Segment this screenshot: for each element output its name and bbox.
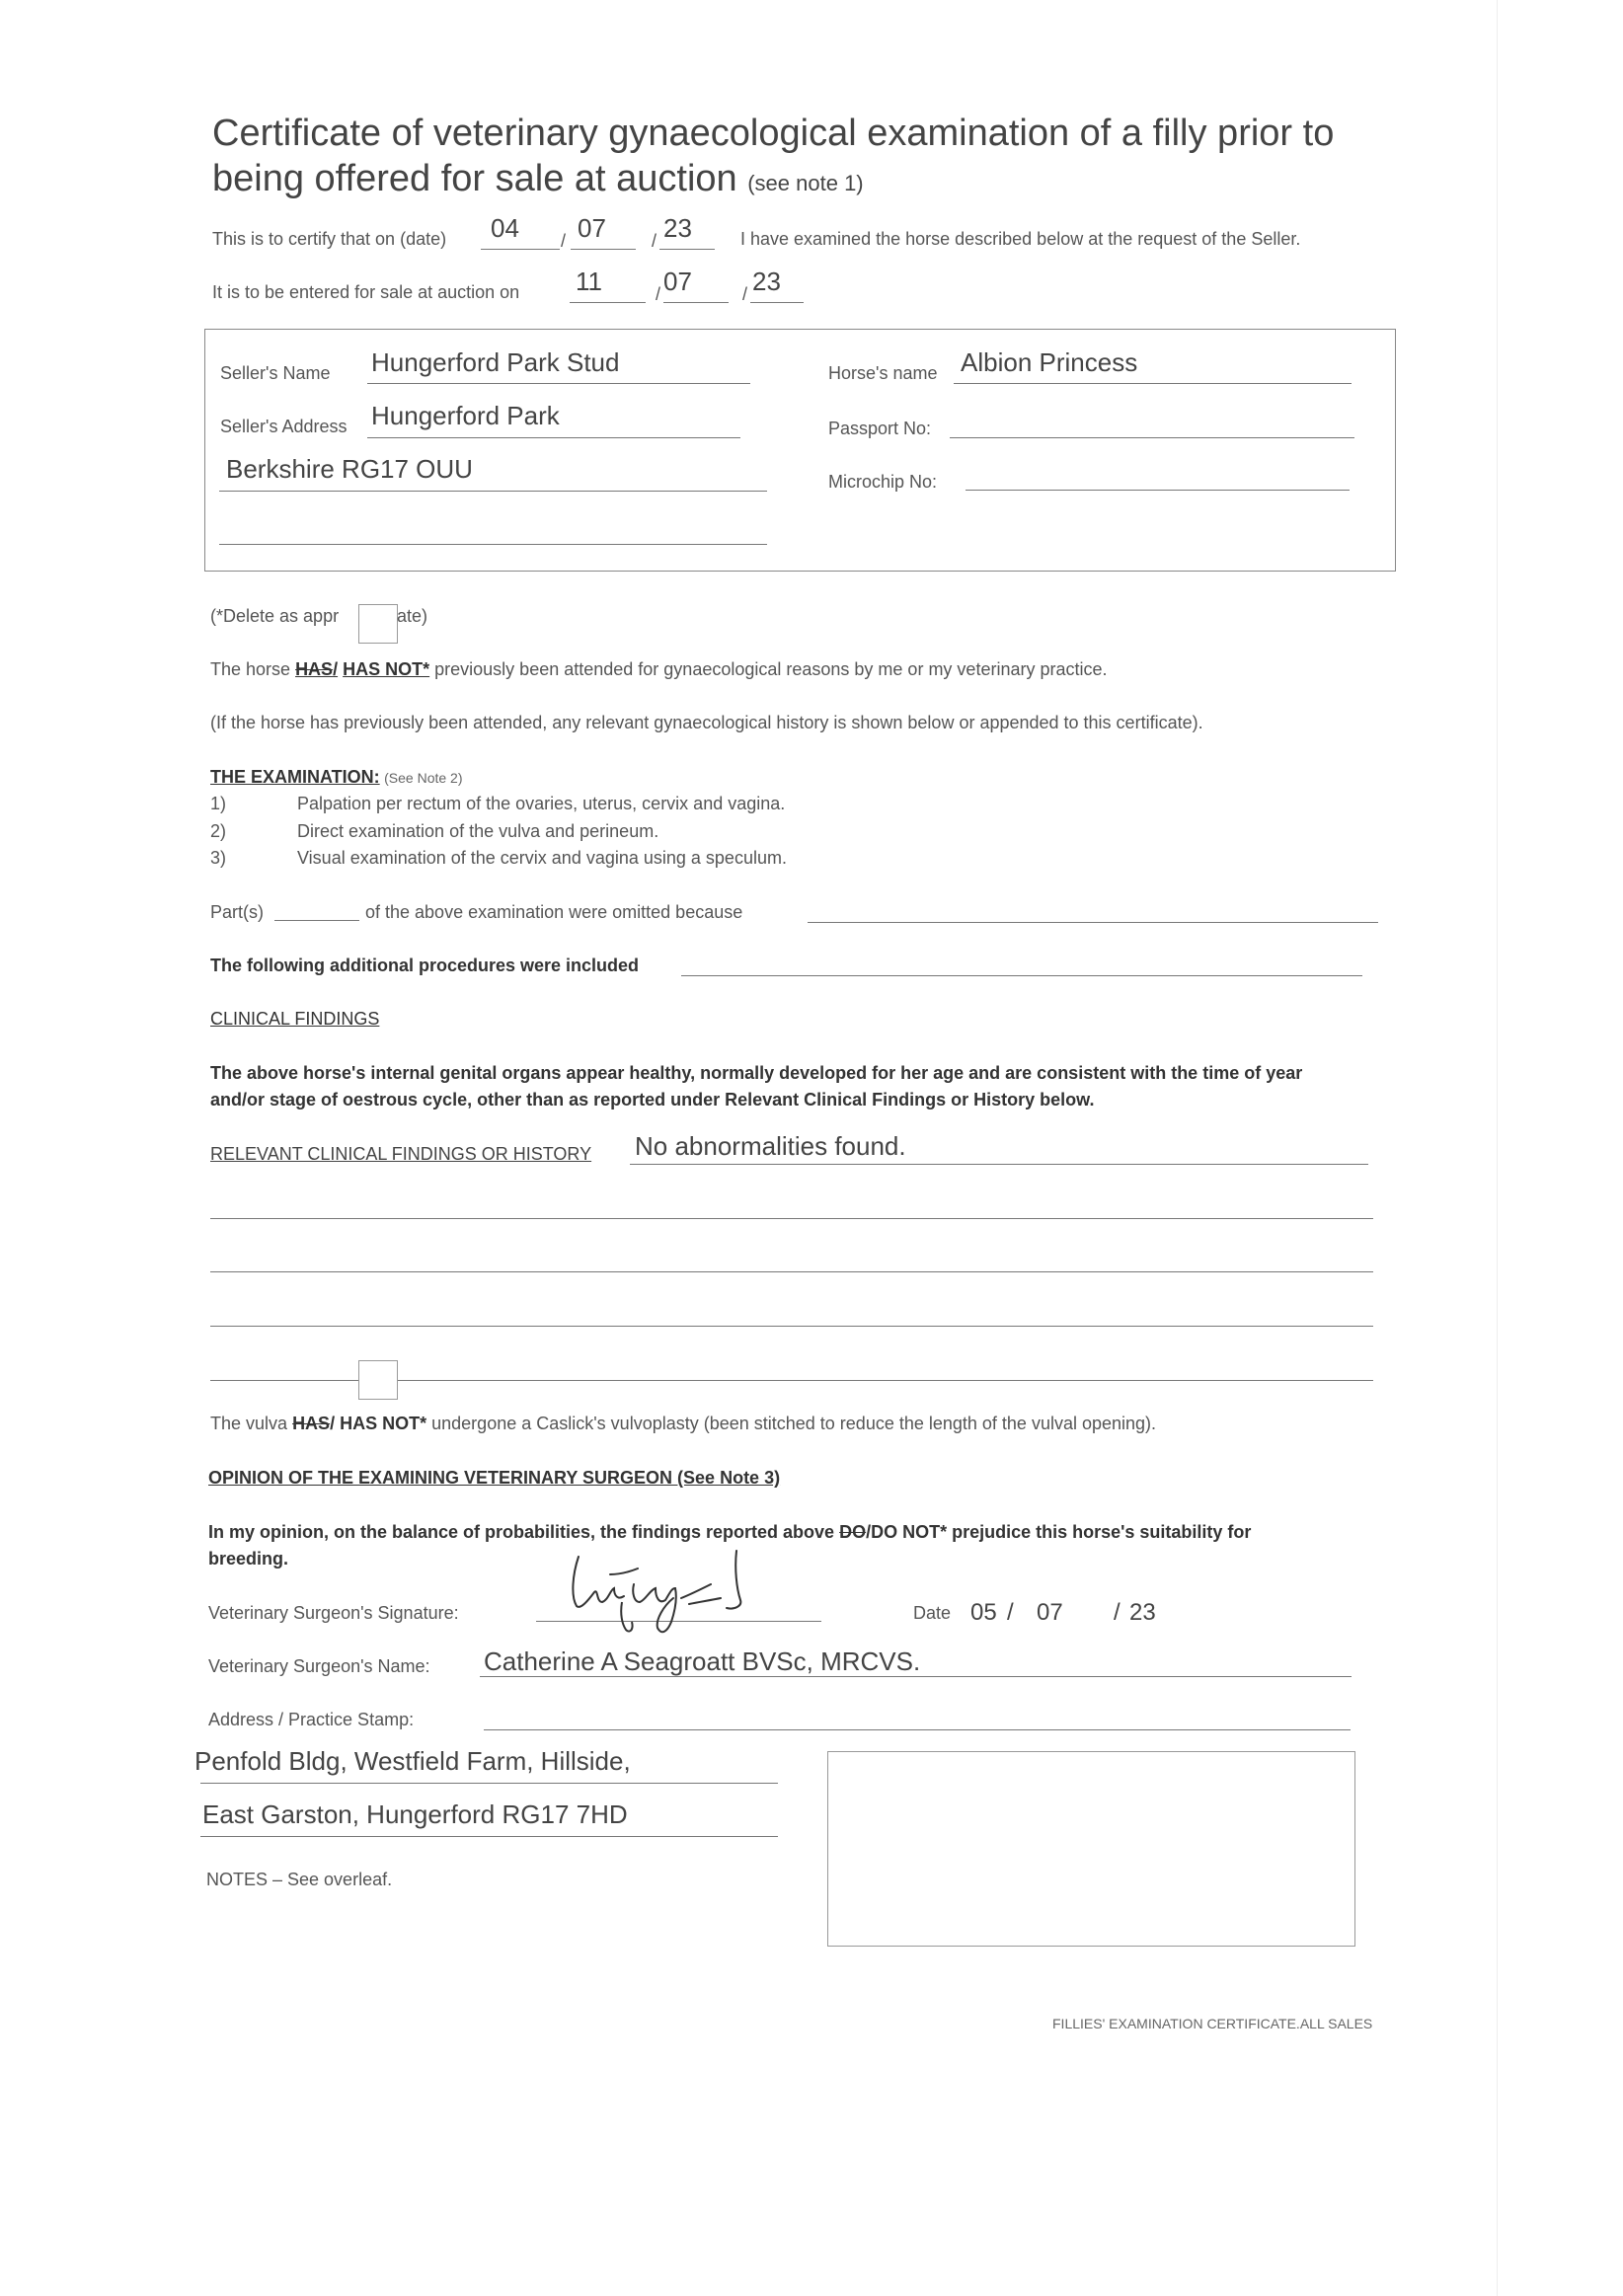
- omitted-suffix: of the above examination were omitted because: [365, 902, 743, 922]
- opinion-do: DO: [839, 1522, 867, 1542]
- certify-suffix: I have examined the horse described below at the request of the Seller.: [740, 229, 1301, 249]
- seller-address-line1: Hungerford Park: [371, 401, 560, 430]
- opinion-line1: In my opinion, on the balance of probabilities, the findings reported above DO/DO NOT* prejudice this horse's suitability for: [208, 1522, 1252, 1542]
- auction-month: 07: [663, 267, 692, 296]
- relevant-label: RELEVANT CLINICAL FINDINGS OR HISTORY: [210, 1144, 592, 1164]
- opinion-line2: breeding.: [208, 1549, 289, 1569]
- footer: FILLIES' EXAMINATION CERTIFICATE.ALL SALES: [1052, 2016, 1373, 2031]
- notes: NOTES – See overleaf.: [206, 1870, 393, 1889]
- date-label: Date: [913, 1603, 952, 1623]
- clinical-heading: CLINICAL FINDINGS: [210, 1009, 380, 1029]
- clinical-statement-2: and/or stage of oestrous cycle, other than as reported under Relevant Clinical Findings or History below.: [210, 1090, 1095, 1110]
- auction-prefix: It is to be entered for sale at auction on: [212, 282, 520, 302]
- scan-edge: [1497, 0, 1498, 2296]
- clinical-statement-1: The above horse's internal genital organs appear healthy, normally developed for her age and are consistent with the time of year: [210, 1063, 1303, 1083]
- seller-name-label: Seller's Name: [220, 363, 331, 383]
- practice-stamp-box: [827, 1751, 1355, 1947]
- history-note: (If the horse has previously been attended, any relevant gynaecological history is shown below or appended to this certificate).: [210, 713, 1203, 732]
- opinion-heading: OPINION OF THE EXAMINING VETERINARY SURGEON (See Note 3): [208, 1468, 781, 1488]
- title-note: (see note 1): [747, 171, 864, 195]
- delete-note-suffix: ate): [397, 606, 428, 626]
- vet-name-value: Catherine A Seagroatt BVSc, MRCVS.: [484, 1646, 921, 1676]
- vulva-has-not: HAS NOT*: [340, 1414, 427, 1433]
- exam-item-2: 2) Direct examination of the vulva and perineum.: [210, 821, 659, 841]
- certify-day: 04: [491, 213, 519, 243]
- scan-box-2: [358, 1360, 398, 1400]
- horse-passport-label: Passport No:: [828, 419, 932, 438]
- attended-has-not: HAS NOT*: [343, 659, 430, 679]
- auction-year: 23: [752, 267, 781, 296]
- date-year: 23: [1129, 1599, 1156, 1626]
- certify-month: 07: [578, 213, 606, 243]
- vet-address-line1: Penfold Bldg, Westfield Farm, Hillside,: [194, 1746, 631, 1776]
- horse-name-label: Horse's name: [828, 363, 938, 383]
- exam-item-1: 1) Palpation per rectum of the ovaries, uterus, cervix and vagina.: [210, 794, 786, 813]
- delete-note-prefix: (*Delete as appr: [210, 606, 340, 626]
- vet-address-label: Address / Practice Stamp:: [208, 1710, 415, 1729]
- date-month: 07: [1037, 1599, 1063, 1626]
- title-line2: being offered for sale at auction: [212, 158, 737, 199]
- relevant-value: No abnormalities found.: [635, 1131, 906, 1161]
- vulva-has: HAS: [292, 1414, 331, 1433]
- scan-box-1: [358, 604, 398, 644]
- attended-has: HAS: [295, 659, 334, 679]
- omitted-prefix: Part(s): [210, 902, 264, 922]
- certify-year: 23: [663, 213, 692, 243]
- vet-address-line2: East Garston, Hungerford RG17 7HD: [202, 1799, 628, 1829]
- certify-prefix: This is to certify that on (date): [212, 229, 447, 249]
- horse-name-value: Albion Princess: [961, 347, 1138, 377]
- exam-item-3: 3) Visual examination of the cervix and vagina using a speculum.: [210, 848, 787, 868]
- examination-heading: THE EXAMINATION: (See Note 2): [210, 767, 463, 787]
- signature-image: [553, 1545, 770, 1639]
- auction-day: 11: [576, 267, 602, 296]
- attended-line: The horse HAS/ HAS NOT* previously been attended for gynaecological reasons by me or my veterinary practice.: [210, 659, 1108, 679]
- horse-microchip-label: Microchip No:: [828, 472, 938, 492]
- vet-name-label: Veterinary Surgeon's Name:: [208, 1656, 430, 1676]
- additional-procedures: The following additional procedures were included: [210, 956, 640, 975]
- vulva-line: The vulva HAS/ HAS NOT* undergone a Caslick's vulvoplasty (been stitched to reduce the length of the vulval opening).: [210, 1414, 1157, 1433]
- title-line1: Certificate of veterinary gynaecological examination of a filly prior to: [212, 113, 1335, 154]
- seller-address-label: Seller's Address: [220, 417, 348, 436]
- date-day: 05: [970, 1599, 997, 1626]
- signature-label: Veterinary Surgeon's Signature:: [208, 1603, 459, 1623]
- seller-address-line2: Berkshire RG17 OUU: [226, 454, 473, 484]
- page-title: [212, 111, 1334, 206]
- seller-name-value: Hungerford Park Stud: [371, 347, 620, 377]
